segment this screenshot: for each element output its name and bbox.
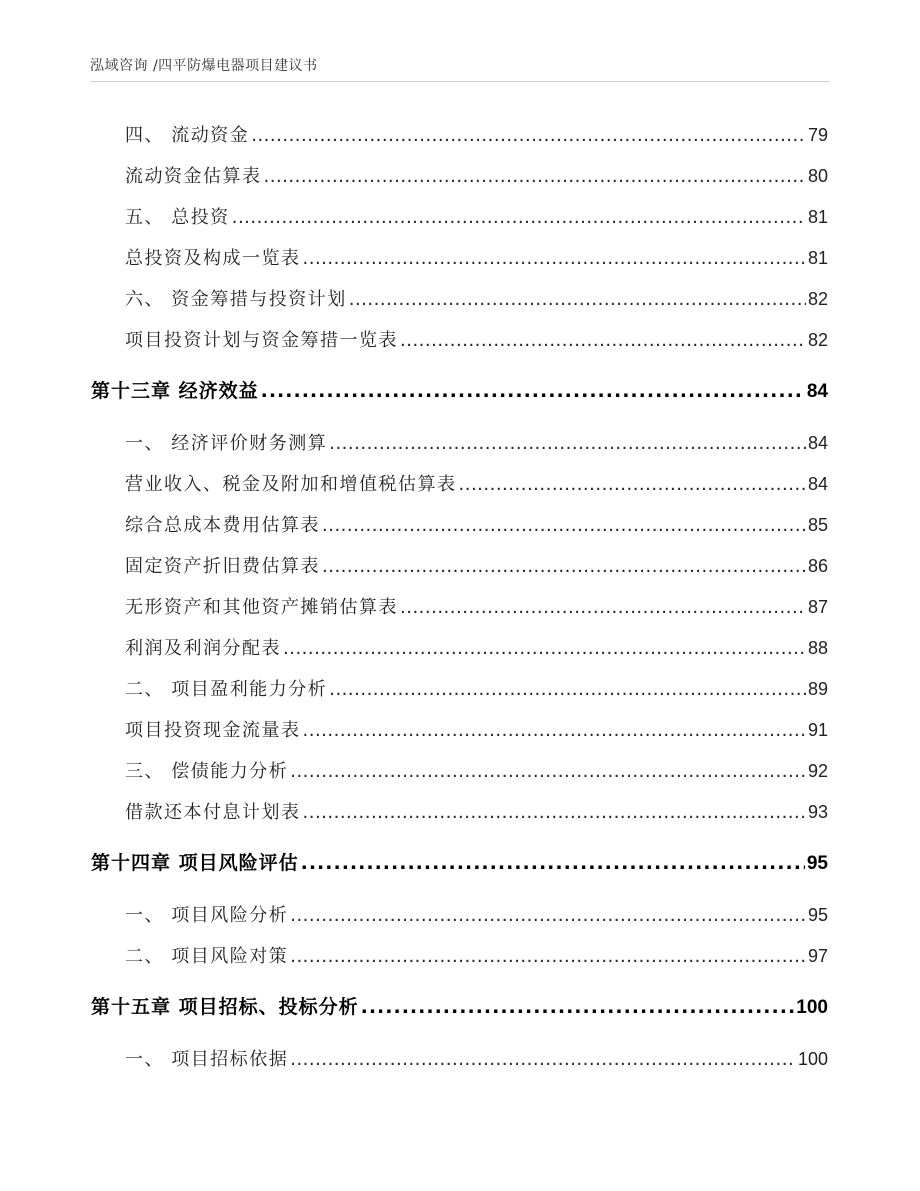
toc-entry-title: 营业收入、税金及附加和增值税估算表	[125, 474, 457, 495]
toc-entry-page: 100	[796, 997, 828, 1018]
dot-leader	[361, 996, 795, 1018]
toc-entry-title: 第十五章 项目招标、投标分析	[91, 996, 359, 1018]
toc-entry-page: 88	[807, 638, 828, 658]
toc-entry-page: 86	[807, 556, 828, 576]
dot-leader	[232, 207, 806, 228]
toc-entry-page: 80	[807, 166, 828, 186]
toc-entry-page: 84	[806, 381, 828, 402]
toc-entry[interactable]	[125, 757, 828, 783]
toc-entry[interactable]	[125, 634, 828, 660]
toc-entry[interactable]	[125, 901, 828, 927]
toc-entry-title: 五、 总投资	[125, 207, 230, 228]
dot-leader	[349, 289, 806, 310]
toc-chapter-entry[interactable]	[91, 376, 828, 402]
toc-entry-title: 二、 项目风险对策	[125, 946, 289, 967]
dot-leader	[329, 679, 806, 700]
toc-entry-title: 六、 资金筹措与投资计划	[125, 289, 347, 310]
dot-leader	[251, 125, 806, 146]
toc-entry[interactable]	[125, 511, 828, 537]
toc-entry[interactable]	[125, 593, 828, 619]
toc-entry-title: 四、 流动资金	[125, 125, 250, 146]
toc-entry[interactable]	[125, 942, 828, 968]
toc-entry-page: 81	[807, 248, 828, 268]
toc-entry-title: 无形资产和其他资产摊销估算表	[125, 597, 398, 618]
toc-entry-page: 91	[807, 720, 828, 740]
toc-entry[interactable]	[125, 716, 828, 742]
toc-entry-title: 固定资产折旧费估算表	[125, 556, 320, 577]
toc-chapter-entry[interactable]	[91, 992, 828, 1018]
toc-entry-title: 项目投资计划与资金筹措一览表	[125, 330, 398, 351]
toc-entry-page: 89	[807, 679, 828, 699]
toc-entry-page: 79	[807, 125, 828, 145]
toc-entry-page: 84	[807, 474, 828, 494]
toc-entry[interactable]	[125, 552, 828, 578]
dot-leader	[303, 802, 806, 823]
toc-entry[interactable]	[125, 121, 828, 147]
toc-entry-page: 81	[807, 207, 828, 227]
toc-entry-page: 97	[807, 946, 828, 966]
toc-entry-title: 总投资及构成一览表	[125, 248, 301, 269]
toc-chapter-entry[interactable]	[91, 848, 828, 874]
header-divider	[90, 81, 830, 82]
toc-entry-title: 二、 项目盈利能力分析	[125, 679, 328, 700]
dot-leader	[290, 1049, 796, 1070]
toc-entry-title: 第十三章 经济效益	[91, 380, 259, 402]
toc-entry-title: 三、 偿债能力分析	[125, 761, 289, 782]
dot-leader	[303, 720, 806, 741]
dot-leader	[329, 433, 806, 454]
toc-entry-title: 一、 经济评价财务测算	[125, 433, 328, 454]
toc-entry[interactable]	[125, 244, 828, 270]
toc-entry[interactable]	[125, 798, 828, 824]
toc-entry-page: 100	[797, 1049, 828, 1069]
running-header: 泓域咨询 /四平防爆电器项目建议书	[90, 58, 318, 74]
toc-entry-title: 流动资金估算表	[125, 166, 262, 187]
toc-entry[interactable]	[125, 429, 828, 455]
toc-entry-page: 92	[807, 761, 828, 781]
toc-entry-page: 85	[807, 515, 828, 535]
dot-leader	[322, 556, 806, 577]
dot-leader	[283, 638, 806, 659]
toc-entry-title: 借款还本付息计划表	[125, 802, 301, 823]
dot-leader	[400, 597, 806, 618]
dot-leader	[303, 248, 806, 269]
dot-leader	[290, 761, 806, 782]
toc-entry-title: 第十四章 项目风险评估	[91, 852, 299, 874]
toc-entry-page: 95	[807, 905, 828, 925]
dot-leader	[261, 380, 805, 402]
toc-entry[interactable]	[125, 675, 828, 701]
toc-entry[interactable]	[125, 470, 828, 496]
toc-entry-title: 综合总成本费用估算表	[125, 515, 320, 536]
dot-leader	[400, 330, 806, 351]
toc-entry[interactable]	[125, 162, 828, 188]
dot-leader	[301, 852, 805, 874]
dot-leader	[290, 946, 806, 967]
toc-entry[interactable]	[125, 1045, 828, 1071]
dot-leader	[264, 166, 806, 187]
toc-entry[interactable]	[125, 326, 828, 352]
toc-entry-page: 95	[806, 853, 828, 874]
toc-entry[interactable]	[125, 203, 828, 229]
toc-entry-title: 一、 项目风险分析	[125, 905, 289, 926]
dot-leader	[459, 474, 806, 495]
toc-entry-page: 87	[807, 597, 828, 617]
toc-entry-page: 84	[807, 433, 828, 453]
toc-entry-page: 82	[807, 330, 828, 350]
toc-entry-page: 82	[807, 289, 828, 309]
toc-entry[interactable]	[125, 285, 828, 311]
toc-entry-page: 93	[807, 802, 828, 822]
dot-leader	[290, 905, 806, 926]
toc-entry-title: 利润及利润分配表	[125, 638, 281, 659]
dot-leader	[322, 515, 806, 536]
toc-entry-title: 一、 项目招标依据	[125, 1049, 289, 1070]
toc-entry-title: 项目投资现金流量表	[125, 720, 301, 741]
